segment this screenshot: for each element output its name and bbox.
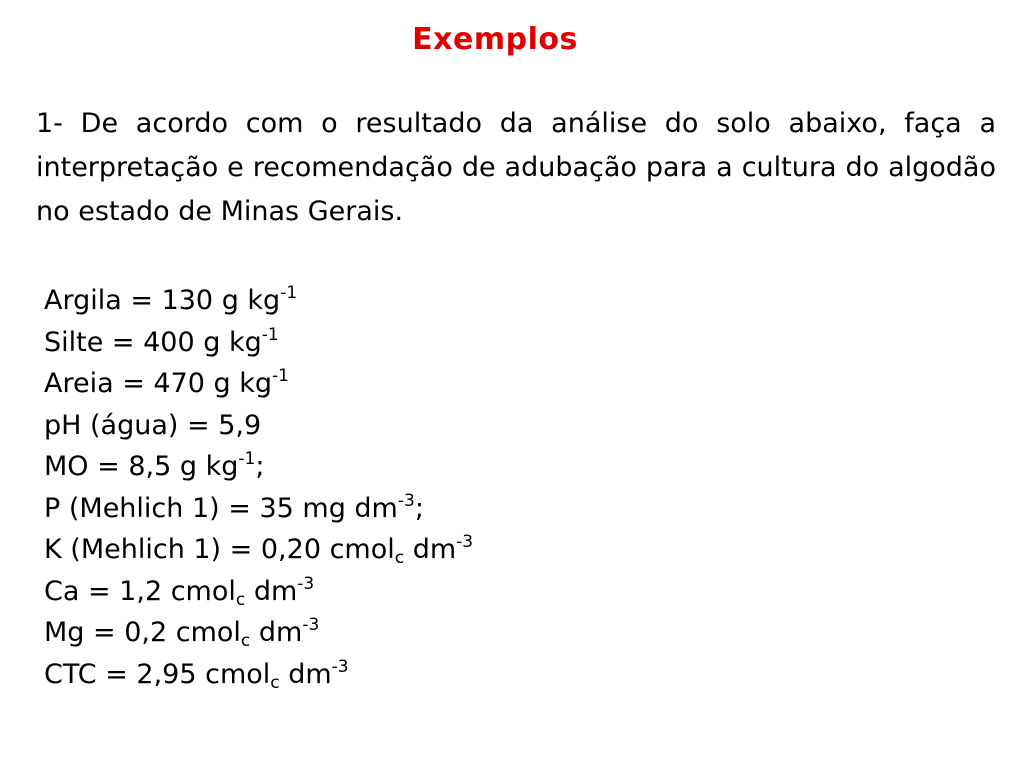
result-text: CTC = 2,95 cmol — [44, 658, 271, 690]
result-unit: dm — [250, 617, 303, 648]
result-text: Mg = 0,2 cmol — [44, 617, 241, 648]
result-text: K (Mehlich 1) = 0,20 cmol — [44, 534, 395, 565]
result-argila — [44, 280, 473, 322]
result-exponent: -1 — [238, 449, 256, 469]
result-text: Areia = 470 g kg — [44, 368, 273, 399]
result-exponent: -3 — [456, 532, 474, 552]
result-text: MO = 8,5 g kg — [44, 451, 239, 482]
result-subscript: c — [240, 631, 251, 651]
result-subscript: c — [394, 548, 405, 568]
result-subscript: c — [270, 672, 280, 693]
result-p — [44, 488, 473, 530]
result-exponent: -3 — [397, 490, 415, 511]
result-unit: dm — [404, 534, 457, 565]
result-mg — [44, 612, 473, 654]
result-unit: dm — [245, 575, 298, 607]
result-text: P (Mehlich 1) = 35 mg dm — [44, 492, 398, 524]
result-exponent: -3 — [331, 656, 349, 677]
slide-title: Exemplos — [412, 22, 578, 57]
result-ph — [44, 405, 473, 447]
result-text: Argila = 130 g kg — [44, 285, 281, 316]
result-k — [44, 529, 473, 571]
result-areia — [44, 363, 473, 405]
result-ca — [44, 571, 473, 613]
result-exponent: -1 — [280, 283, 298, 303]
result-exponent: -3 — [297, 573, 315, 594]
result-mo — [44, 446, 473, 488]
result-ctc — [44, 654, 473, 696]
question-text: 1- De acordo com o resultado da análise do solo abaixo, faça a interpretação e recomendação de adubação para a cultura do algodão no estado de Minas Gerais. — [36, 108, 996, 227]
result-subscript: c — [235, 589, 246, 610]
result-tail: ; — [255, 451, 265, 482]
result-exponent: -3 — [302, 615, 320, 635]
result-text: Silte = 400 g kg — [44, 326, 262, 358]
result-text: pH (água) = 5,9 — [44, 409, 262, 441]
soil-analysis-results — [44, 280, 473, 695]
result-text: Ca = 1,2 cmol — [44, 575, 236, 607]
result-exponent: -1 — [272, 366, 289, 386]
result-exponent: -1 — [261, 324, 279, 345]
result-silte — [44, 322, 473, 364]
result-unit: dm — [279, 658, 332, 690]
result-tail: ; — [414, 492, 424, 524]
